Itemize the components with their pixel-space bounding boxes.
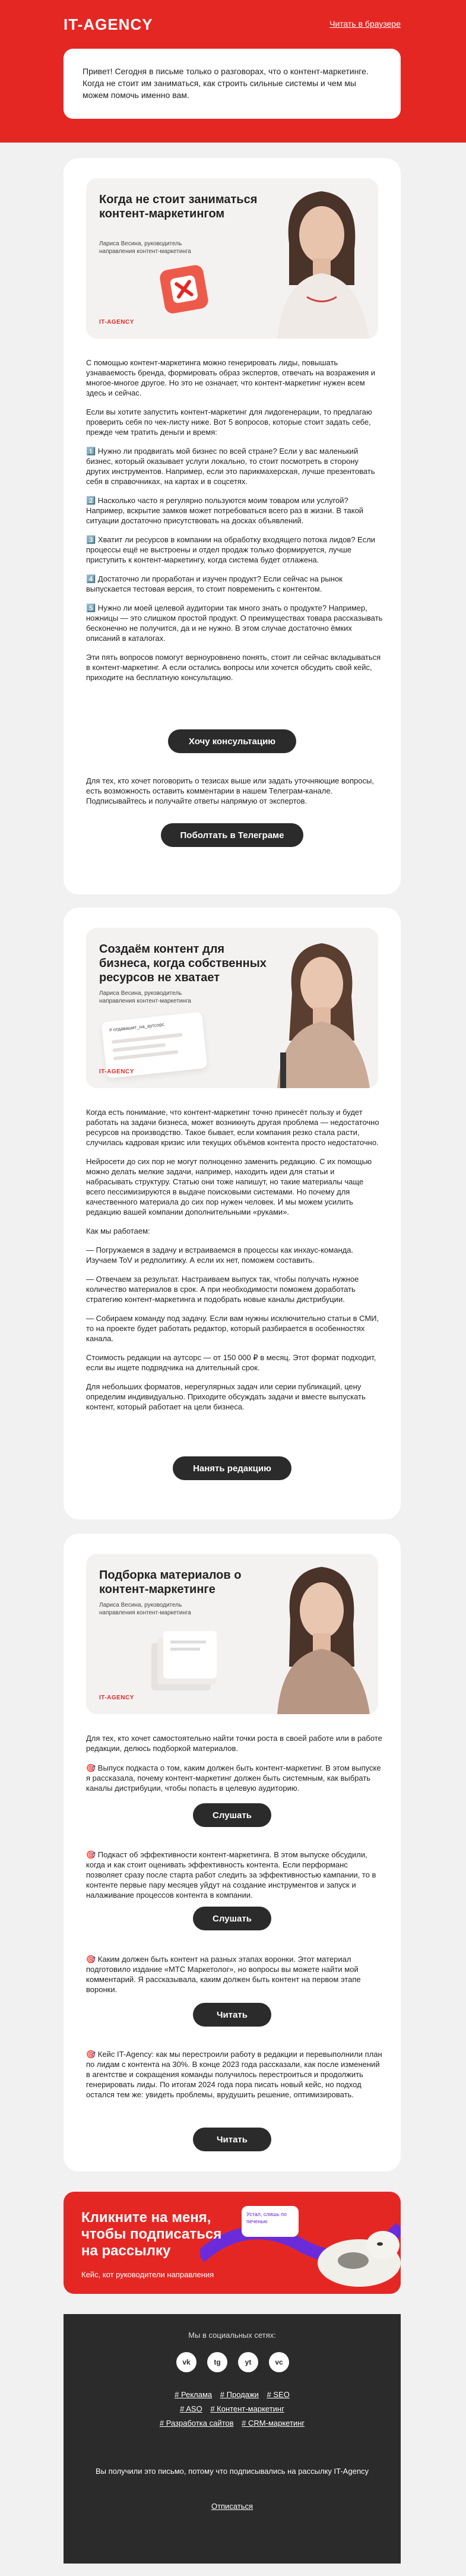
paragraph: Как мы работаем: [86, 1227, 150, 1235]
paragraph: Эти пять вопросов помогут верноуровнено понять, стоит ли сейчас вкладываться в контент-маркетинг. А если остались вопросы или хочется обсудить свой кейс, приходите на бесплатную консультацию. [86, 653, 381, 682]
listen-button-1[interactable]: Слушать [193, 1803, 271, 1827]
banner-author: Лариса Весина, руководитель направления контент-маркетинга [99, 990, 191, 1004]
person-photo [265, 1554, 378, 1714]
paragraph: Нейросети до сих пор не могут полноценно заменить редакцию. С их помощью можно делать мелкие задачи, например, находить идеи для статьи и набрасывать структуру. Статью они тоже напишут, но такие материалы чаще всего пессимизируются в выдаче поисковыми системами. Но почему для качественного материала до сих пор нужен человек. И мы можем усилить редакцию вашей компании дополнительными «руками». [86, 1157, 372, 1216]
checklist-item: 2️⃣ Насколько часто я регулярно пользуются моим товаром или услугой? Например, вскрытие замков может потребоваться всего раз в жизни. В такой ситуации достаточно присутствовать на досках объявлений. [86, 496, 364, 525]
banner-tag: # отдавашит_на_аутсорс [109, 1022, 165, 1033]
banner-title: Когда не стоит заниматься контент-маркетингом [99, 193, 258, 220]
tag-link[interactable]: # Продажи [220, 2390, 259, 2399]
tag-link[interactable]: # Разработка сайтов [159, 2419, 234, 2428]
checklist-item: 5️⃣ Нужно ли моей целевой аудитории так много знать о продукте? Например, ножницы — это слишком простой продукт. О преимуществах товара рассказывать бесконечно не получится, да и не нужно. В этом случае достаточно ёмких описаний в каталогах. [86, 603, 383, 643]
section3-body-intro [86, 1733, 383, 1762]
sticker-bubble [242, 2206, 299, 2237]
folders-icon [145, 1631, 223, 1696]
banner-2 [86, 928, 378, 1088]
tag-link[interactable]: # Реклама [175, 2390, 213, 2399]
paragraph: 🎯 Кейс IT-Agency: как мы перестроили работу в редакции и перевыполнили план по лидам с контента на 30%. В конце 2023 года рассказали, как после изменений в агентстве и сокращения команды получилось перестроиться и продолжить генерировать лиды. По итогам 2024 года пора писать новый кейс, но подход остался тем же: увидеть проблемы, врудушить решение, оптимизировать. [86, 2050, 382, 2099]
section2-body [86, 1107, 383, 1421]
telegram-button[interactable]: Поболтать в Телеграме [161, 823, 303, 847]
youtube-icon[interactable]: yt [238, 2352, 258, 2372]
banner-title: Подборка материалов о контент-маркетинге [99, 1569, 242, 1596]
banner-1 [86, 178, 378, 339]
vk-icon[interactable]: vk [176, 2352, 196, 2372]
cat-photo [312, 2204, 401, 2294]
tag-link[interactable]: # SEO [267, 2390, 290, 2399]
banner-3 [86, 1554, 378, 1714]
section1-body-2 [86, 776, 383, 815]
footer-note-text: Вы получили это письмо, потому что подписывались на рассылку IT-Agency [95, 2467, 369, 2476]
section1-body [86, 358, 383, 691]
paragraph: 🎯 Каким должен быть контент на разных этапах воронки. Этот материал подготовило издание «МТС Маркетолог», но вопросы вы можете найти мой комментарий. Я рассказывала, каким должен быть контент на первом этапе воронки. [86, 1955, 361, 1994]
logo: IT-AGENCY [64, 15, 153, 33]
person-photo [265, 928, 378, 1088]
cta-subtitle: Кейс, кот руководители направления [81, 2270, 214, 2279]
material-item-1 [86, 1763, 383, 1802]
cta-title: Кликните на меня, чтобы подписаться на рассылку [81, 2210, 222, 2259]
person-photo [265, 178, 378, 339]
unsubscribe-link[interactable]: Отписаться [211, 2502, 253, 2511]
read-button-1[interactable]: Читать [193, 2003, 271, 2027]
x-mark-icon [158, 264, 210, 315]
tag-link[interactable]: # ASO [180, 2404, 202, 2413]
paragraph: — Отвечаем за результат. Настраиваем выпуск так, чтобы получать нужное количество материалов в срок. А при необходимости поможем доработать стратегию контент-маркетинга и подобрать новые каналы дистрибуции. [86, 1275, 359, 1304]
paragraph: — Погружаемся в задачу и встраиваемся в процессы как инхаус-команда. Изучаем ToV и редполитику. А если их нет, поможем составить. [86, 1246, 354, 1265]
footer [64, 2314, 401, 2564]
paragraph: Когда есть понимание, что контент-маркетинг точно принесёт пользу и будет работать на задачи бизнеса, может возникнуть другая проблема — недостаточно ресурсов на производство. Такое бывает, если компания резко стала расти, случилась кадровая кризис или текущих объёмов контента просто недостаточно. [86, 1108, 379, 1147]
tag-link[interactable]: # CRM-маркетинг [242, 2419, 305, 2428]
paragraph: Для тех, кто хочет поговорить о тезисах выше или задать уточняющие вопросы, есть возможность оставить комментарии в нашем Телеграм-канале. Подписывайтесь и получайте ответы напрямую от экспертов. [86, 776, 374, 805]
social-icons [176, 2352, 289, 2373]
paragraph: С помощью контент-маркетинга можно генерировать лиды, повышать узнаваемость бренда, формировать образ экспертов, отвечать на возражения и многое-многое другое. Но это не означает, что контент-маркетинг нужен всем здесь и сейчас. [86, 358, 376, 397]
checklist-item: 3️⃣ Хватит ли ресурсов в компании на обработку входящего потока лидов? Если процессы ещё не выстроены и отдел продаж только формируется, лучше приступить к контент-маркетингу, когда система будет отлажена. [86, 535, 375, 564]
telegram-icon[interactable]: tg [207, 2352, 227, 2372]
banner-logo: IT-AGENCY [99, 1069, 134, 1075]
material-item-3 [86, 1954, 383, 2003]
paragraph: — Собираем команду под задачу. Если вам нужны исключительно статьи в СМИ, то на проекте будет работать редактор, который разбирается в особенностях канала. [86, 1314, 379, 1343]
banner-logo: IT-AGENCY [99, 1695, 134, 1701]
section-card-2 [64, 908, 401, 1519]
social-heading: Мы в социальных сетях: [188, 2331, 276, 2340]
read-button-2[interactable]: Читать [193, 2128, 271, 2151]
banner-title: Создаём контент для бизнеса, когда собственных ресурсов не хватает [99, 943, 267, 984]
sticker-text: Устал, слишь по печенью [246, 2211, 287, 2224]
checklist-item: 1️⃣ Нужно ли продвигать мой бизнес по всей стране? Если у вас маленький бизнес, который оказывает услуги локально, то стоит посмотреть в сторону других инструментов. Например, если это парикмахерская, лучше презентовать себя в справочниках, на картах и в соцсетях. [86, 447, 375, 486]
footer-note [64, 2466, 401, 2477]
tag-link[interactable]: # Контент-маркетинг [210, 2404, 284, 2413]
vc-icon[interactable]: vc [269, 2352, 289, 2372]
intro-card [64, 49, 401, 119]
hire-editorial-button[interactable]: Нанять редакцию [173, 1456, 291, 1480]
section-card-1 [64, 158, 401, 895]
header [64, 15, 401, 33]
material-item-2 [86, 1850, 383, 1909]
intro-text: Привет! Сегодня в письме только о разговорах, что о контент-маркетинге. Когда не стоит им заниматься, как строить сильные системы и чем мы можем помочь именно вам. [83, 67, 369, 100]
consultation-button[interactable]: Хочу консультацию [168, 729, 296, 753]
listen-button-2[interactable]: Слушать [193, 1907, 271, 1930]
paragraph: 🎯 Подкаст об эффективности контент-маркетинга. В этом выпуске обсудили, когда и как стоит оценивать эффективность контента. Если перформанс позволяет сразу после старта работ следить за эффективностью кампании, то в контенте первые пару месяцев уйдут на создание инструментов и запуск и налаживание процессов контента в компании. [86, 1850, 376, 1899]
paragraph: Стоимость редакции на аутсорс — от 150 000 ₽ в месяц. Этот формат подходит, если вы ищете подрядчика на длительный срок. [86, 1353, 376, 1372]
paragraph: Для тех, кто хочет самостоятельно найти точки роста в своей работе или в работе редакции, делюсь подборкой материалов. [86, 1734, 382, 1753]
banner-author: Лариса Весина, руководитель направления контент-маркетинга [99, 241, 191, 255]
checklist-item: 4️⃣ Достаточно ли проработан и изучен продукт? Если сейчас на рынок выпускается тестовая версия, то стоит повременить с контентом. [86, 574, 343, 593]
subscribe-cta-banner[interactable] [64, 2192, 401, 2294]
section-card-3 [64, 1534, 401, 2172]
paragraph: 🎯 Выпуск подкаста о том, каким должен быть контент-маркетинг. В этом выпуске я рассказала, почему контент-маркетинг должен быть системным, как выбрать каналы дистрибуции, чтобы попасть в целевую аудиторию. [86, 1763, 381, 1793]
banner-author: Лариса Весина, руководитель направления контент-маркетинга [99, 1602, 191, 1616]
paragraph: Если вы хотите запустить контент-маркетинг для лидогенерации, то предлагаю проверить себя по чек-листу ниже. Вот 5 вопросов, которые стоит задать себе, прежде чем тратить деньги и время: [86, 407, 372, 437]
banner-logo: IT-AGENCY [99, 319, 134, 325]
paragraph: Для небольших форматов, нерегулярных задач или серии публикаций, цену определим индивидуально. Приходите обсуждать задачи и вместе выпускать контент, который работает на цели бизнеса. [86, 1382, 366, 1411]
tag-links [64, 2388, 401, 2430]
material-item-4 [86, 2049, 383, 2109]
read-in-browser-link[interactable]: Читать в браузере [329, 19, 401, 29]
